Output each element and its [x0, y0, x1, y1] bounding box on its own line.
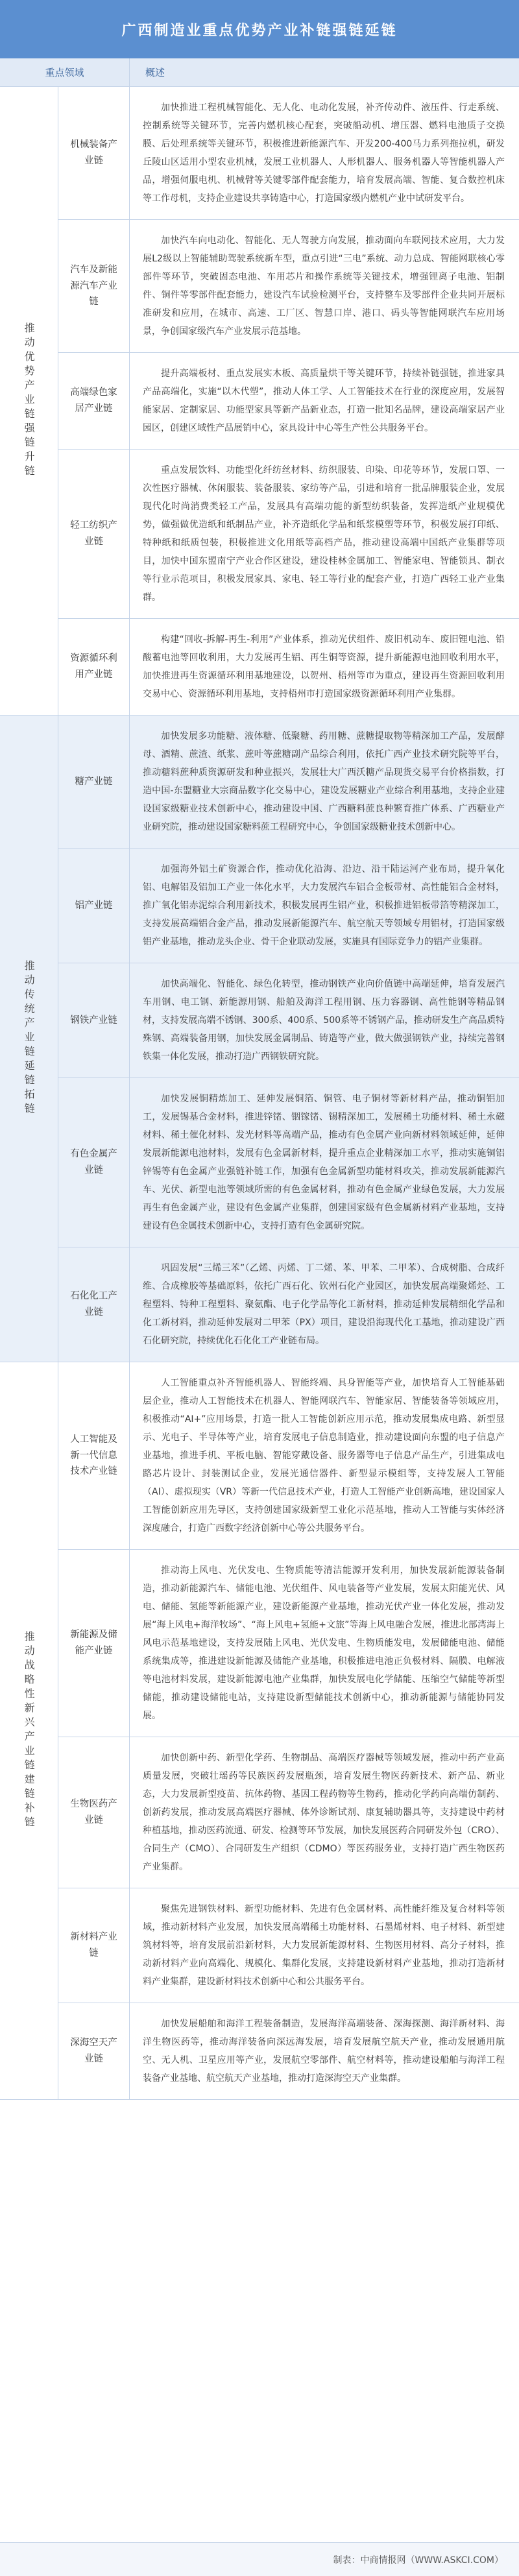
header-category: 重点领域 — [0, 58, 130, 86]
table-row — [58, 1247, 519, 1362]
industry-name: 汽车及新能源汽车产业链 — [58, 220, 130, 352]
industry-name: 新能源及储能产业链 — [58, 1550, 130, 1737]
industry-table — [0, 87, 519, 2100]
industry-description: 聚焦先进钢铁材料、新型功能材料、先进有色金属材料、高性能纤维及复合材料等领域，推动新材料产业发展，加快发展高端稀土功能材料、石墨烯材料、电子材料、新型建筑材料等，培育发展前沿新材料，大力发展新能源材料、生物医用材料、高分子材料，推动新材料产业向高端化、规模化、集群化发展，支持建设新材料产业基地，推动打造新材料产业集群，建设新材料技术创新中心和公共服务平台。 — [143, 1904, 505, 1987]
category-group-label — [0, 716, 58, 1362]
industry-description: 加快发展铜精炼加工、延伸发展铜箔、铜管、电子铜材等新材料产品，推动铜铝加工，发展锡基合金材料，推进锌锗、铟镓锗、锡精深加工，发展稀土功能材料、稀土永磁材料、稀土催化材料、发光材料等高端产品，推动有色金属产业向新材料领域延伸，延伸发展新能源电池材料，发展有色金属新材料，提升重点企业精深加工水平，推动实施铜铝锌锡等有色金属产业强链补链工作，加强有色金属新型功能材料攻关，推动发展新能源汽车、光伏、新型电池等领域所需的有色金属材料，推动有色金属产业绿色发展，大力发展再生有色金属产业，建设有色金属产业集群，创建国家级有色金属新材料产业基地，支持建设有色金属技术创新中心，支持打造有色金属研究院。 — [143, 1094, 505, 1231]
table-row — [58, 450, 519, 619]
table-row — [58, 2003, 519, 2099]
category-group — [0, 716, 519, 1362]
industry-name: 高端绿色家居产业链 — [58, 353, 130, 449]
industry-description: 加快高端化、智能化、绿色化转型，推动钢铁产业向价值链中高端延伸，培育发展汽车用钢、电工钢、新能源用钢、船舶及海洋工程用钢、压力容器钢、高性能钢等精品钢材，支持发展高端不锈钢、300系、400系、500系等不锈钢产品，推动研发生产高品质特殊钢、高端装备用钢，加快发展金属制品、铸造等产业，做大做强钢铁产业，持续完善钢铁集一体化发展，推动打造广西钢铁研究院。 — [143, 979, 505, 1062]
industry-name: 人工智能及新一代信息技术产业链 — [58, 1362, 130, 1549]
table-row — [58, 849, 519, 963]
industry-description: 人工智能重点补齐智能机器人、智能终端、具身智能等产业，加快培育人工智能基础层企业，推动人工智能技术在机器人、智能网联汽车、智能家居、智能装备等领域应用，积极推动“AI+”应用场景，打造一批人工智能创新应用示范，推动发展集成电路、新型显示、光电子、半导体等产业，培育发展电子信息制造业，推动建设面向东盟的电子信息产业基地，推进手机、平板电脑、智能穿戴设备、服务器等电子信息产品生产，引进集成电路芯片设计、封装测试企业，发展光通信器件、新型显示模组等，支持发展人工智能（AI）、虚拟现实（VR）等新一代信息技术产业，打造人工智能产业创新高地，建设国家人工智能创新应用先导区，支持创建国家级新型工业化示范基地，推动人工智能与实体经济深度融合，打造广西数字经济创新中心等公共服务平台。 — [143, 1378, 505, 1534]
category-group-label-text: 推动优势产业链强链升链 — [23, 322, 36, 479]
category-rows — [58, 1362, 519, 2099]
category-group-label — [0, 1362, 58, 2099]
industry-name: 新材料产业链 — [58, 1888, 130, 2003]
industry-description: 加强海外铝土矿资源合作，推动优化沿海、沿边、沿干陆运河产业布局，提升氧化铝、电解铝及铝加工产业一体化水平，大力发展汽车铝合金板带材、高性能铝合金材料，推广氧化铝赤泥综合利用新技术，积极发展再生铝产业，积极推进铝板带箔等精深加工，支持发展高端铝合金产品，推动发展新能源汽车、航空航天等领域专用铝材，打造国家级铝产业基地，推动龙头企业、骨干企业联动发展，实施具有国际竞争力的铝产业集群。 — [143, 864, 505, 947]
table-row — [58, 1362, 519, 1550]
industry-name: 资源循环利用产业链 — [58, 619, 130, 715]
table-row — [58, 1888, 519, 2003]
industry-name: 有色金属产业链 — [58, 1078, 130, 1247]
table-row — [58, 353, 519, 450]
table-row — [58, 716, 519, 849]
industry-description: 重点发展饮料、功能型化纤纺丝材料、纺织服装、印染、印花等环节，发展口罩、一次性医疗器械、休闲服装、装备服装、家纺等产品，引进和培育一批品牌服装企业，发展现代化时尚消费类轻工产品，发展具有高端功能的新型纺织装备，发挥造纸产业规模优势，做强做优造纸和纸制品产业，补齐造纸化学品和纸浆模塑等环节，积极发展打印纸、特种纸和纸质包装，积极推进文化用纸等高档产品，推动建设高端中国纸产业集群等项目，加快中国东盟南宁产业合作区建设，建设桂林金属加工、智能家电、智能锁具、制衣等行业示范项目，积极发展家具、家电、轻工等行业的配套产业，打造广西轻工业产业集群。 — [143, 465, 505, 603]
category-rows — [58, 716, 519, 1362]
category-group — [0, 1362, 519, 2100]
industry-name: 轻工纺织产业链 — [58, 450, 130, 618]
category-rows — [58, 87, 519, 715]
table-row — [58, 1550, 519, 1737]
industry-name: 深海空天产业链 — [58, 2003, 130, 2099]
industry-description: 加快推进工程机械智能化、无人化、电动化发展，补齐传动件、液压件、行走系统、控制系统等关键环节，完善内燃机核心配套，突破船动机、增压器、燃料电池质子交换膜、后处理系统等关键环节，积极推进新能源汽车、开发200-400马力系列拖拉机，研发丘陵山区适用小型农业机械，发展工业机器人、人形机器人、服务机器人等智能机器人产品，增强伺服电机、机械臂等关键零部件配套能力，培育发展高端、智能、复合数控机床等工作母机，支持企业建设共享铸造中心，打造国家级内燃机产业中试研发平台。 — [143, 102, 505, 204]
table-row — [58, 220, 519, 353]
table-row — [58, 619, 519, 715]
industry-name: 石化化工产业链 — [58, 1247, 130, 1362]
industry-name: 机械装备产业链 — [58, 87, 130, 219]
source-footer: 制表：中商情报网（WWW.ASKCI.COM） — [0, 2542, 519, 2576]
table-row — [58, 1078, 519, 1247]
industry-name: 生物医药产业链 — [58, 1737, 130, 1888]
industry-name: 铝产业链 — [58, 849, 130, 963]
industry-description: 加快发展多功能糖、液体糖、低聚糖、药用糖、蔗糖提取物等精深加工产品，发展酵母、酒精、蔗渣、纸浆、蔗叶等蔗糖副产品综合利用，依托广西产业技术研究院等平台，推动糖料蔗种质资源研发和种业振兴，发展壮大广西沃糖产品现货交易平台价格指数，打造中国-东盟糖业大宗商品数字化交易中心，建设发展糖业产业综合利用基地，支持企业建设国家级糖业技术创新中心，推动建设中国、广西糖料蔗良种繁育推广体系、广西糖业产业研究院，推动建设国家糖料蔗工程研究中心，争创国家级糖业技术创新中心。 — [143, 731, 505, 832]
table-row — [58, 1737, 519, 1888]
industry-description: 加快创新中药、新型化学药、生物制品、高端医疗器械等领域发展，推动中药产业高质量发展，突破壮瑶药等民族医药发展瓶颈，培育发展生物医药新技术、新产品、新业态，大力发展新型疫苗、抗体药物、基因工程药物等生物药，推动化学药向高端仿制药、创新药发展，推动发展高端医疗器械、体外诊断试剂、康复辅助器具等，支持建设中药材种植基地，推动医药流通、研发、检测等环节发展，加快发展医药合同研发外包（CRO）、合同生产（CMO）、合同研发生产组织（CDMO）等医药服务业，支持打造广西生物医药产业集群。 — [143, 1753, 505, 1872]
table-row — [58, 963, 519, 1078]
category-group-label — [0, 87, 58, 715]
category-group — [0, 87, 519, 716]
table-header — [0, 58, 519, 87]
industry-description: 加快汽车向电动化、智能化、无人驾驶方向发展，推动面向车联网技术应用，大力发展L2级以上智能辅助驾驶系统新车型，重点引进“三电”系统、动力总成、智能网联核心零部件等环节，突破固态电池、车用芯片和操作系统等关键技术，增强锂离子电池、铝制件、铜件等零部件配套能力，建设汽车试验检测平台，支持整车及零部件企业共同开展标准研发和应用，在城市、高速、工厂区、智慧口岸、港口、码头等智能网联汽车应用场景，争创国家级汽车产业发展示范基地。 — [143, 235, 505, 337]
category-group-label-text: 推动传统产业链延链拓链 — [23, 960, 36, 1117]
category-group-label-text: 推动战略性新兴产业链建链补链 — [23, 1631, 36, 1831]
industry-name: 糖产业链 — [58, 716, 130, 848]
industry-description: 巩固发展“三烯三苯”（乙烯、丙烯、丁二烯、苯、甲苯、二甲苯）、合成树脂、合成纤维、合成橡胶等基础原料，依托广西石化、钦州石化产业园区，加快发展高端聚烯烃、工程塑料、特种工程塑料、聚氨酯、电子化学品等化工新材料，推动延伸发展精细化学品和化工新材料，推动延伸发展对二甲苯（PX）项目，建设沿海现代化工基地，推动建设广西石化研究院，持续优化石化化工产业链布局。 — [143, 1263, 505, 1346]
industry-description: 构建“回收-拆解-再生-利用”产业体系，推动光伏组件、废旧机动车、废旧锂电池、铅酸蓄电池等回收利用，大力发展再生铝、再生铜等资源，提升新能源电池回收利用水平，加快推进再生资源循环利用基地建设，以贺州、梧州等市为重点，建设再生资源回收利用交易中心、资源循环利用基地，支持梧州市打造国家级资源循环利用产业集群。 — [143, 634, 505, 699]
page-title: 广西制造业重点优势产业补链强链延链 — [0, 0, 519, 58]
header-description: 概述 — [145, 67, 165, 78]
table-row — [58, 87, 519, 220]
industry-description: 推动海上风电、光伏发电、生物质能等清洁能源开发利用，加快发展新能源装备制造，推动新能源汽车、储能电池、光伏组件、风电装备等产业发展，发展太阳能光伏、风电、储能、氢能等新能源产业，建设新能源产业基地，推动光伏产业一体化发展，推动发展“海上风电+海洋牧场”、“海上风电+氢能+文旅”等海上风电融合发展，推进北部湾海上风电示范基地建设，支持发展陆上风电、光伏发电、生物质能发电，发展储能电池、储能系统集成等，推进建设新能源及储能产业基地，积极推进电池正负极材料、隔膜、电解液等电池材料发展，建设新能源电池产业集群，加快发展电化学储能、压缩空气储能等新型储能，推动建设储能电站，支持建设新型储能技术创新中心，推动新能源与储能协同发展。 — [143, 1565, 505, 1721]
industry-name: 钢铁产业链 — [58, 963, 130, 1077]
industry-description: 加快发展船舶和海洋工程装备制造，发展海洋高端装备、深海探测、海洋新材料、海洋生物医药等，推动海洋装备向深远海发展，培育发展航空航天产业，推动发展通用航空、无人机、卫星应用等产业，发展航空零部件、航空材料等，推动建设船舶与海洋工程装备产业基地、航空航天产业基地，推动打造深海空天产业集群。 — [143, 2019, 505, 2084]
industry-description: 提升高端板材、重点发展实木板、高质量烘干等关键环节，持续补链强链，推进家具产品高端化，实施“以木代塑”，推动人体工学、人工智能技术在行业的深度应用，发展智能家居、定制家居、功能型家具等新产品新业态，打造一批知名品牌，建设高端家居产业园区，创建区域性产品展销中心，家具设计中心等生产性公共服务平台。 — [143, 368, 505, 433]
